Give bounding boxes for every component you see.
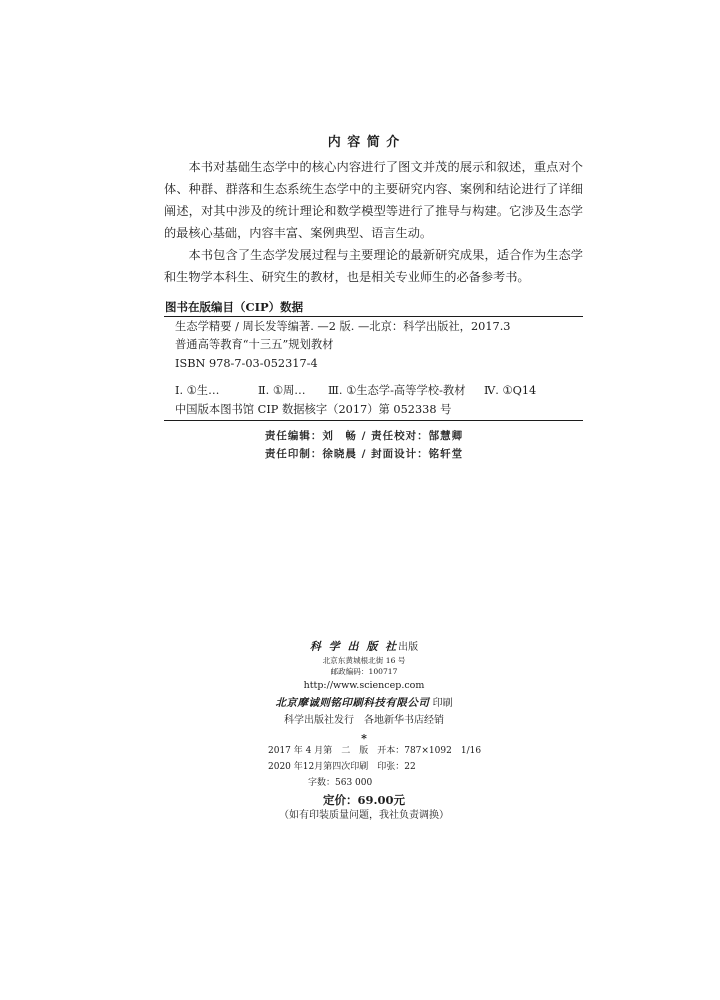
publisher-postcode: 邮政编码：100717: [330, 667, 398, 676]
separator-star: *: [361, 732, 367, 745]
printing-info: 2020 年12月第四次印刷 印张：22: [268, 762, 416, 772]
publisher-suffix: 出版: [398, 642, 419, 653]
quality-notice: （如有印装质量问题，我社负责调换）: [279, 810, 449, 821]
cip-citation: 生态学精要 / 周长发等编著. —2 版. —北京：科学出版社，2017.3: [175, 320, 511, 333]
credits-production: 责任印制：徐晓晨 / 封面设计：铭轩堂: [264, 448, 464, 460]
cip-record: 中国版本图书馆 CIP 数据核字（2017）第 052338 号: [175, 403, 452, 416]
credits-editors: 责任编辑：刘 畅 / 责任校对：郜慧卿: [264, 430, 464, 442]
publisher-address: 北京东黄城根北街 16 号: [322, 656, 406, 665]
cip-classification-3: Ⅲ. ①生态学-高等学校-教材: [328, 384, 466, 397]
summary-title: 内 容 简 介: [327, 135, 401, 150]
word-count: 字数：563 000: [308, 778, 373, 788]
cip-bottom-rule: [164, 420, 583, 421]
cip-series: 普通高等教育“十三五”规划教材: [175, 338, 334, 351]
cip-classification-4: Ⅳ. ①Q14: [484, 384, 537, 397]
cip-classification-1: Ⅰ. ①生…: [175, 384, 220, 397]
publisher-name: 科 学 出 版 社: [309, 640, 399, 653]
printer-suffix: 印刷: [432, 698, 453, 709]
summary-paragraph-2-line-1: 本书包含了生态学发展过程与主要理论的最新研究成果，适合作为生态学: [188, 248, 583, 262]
summary-paragraph-1-line-1: 本书对基础生态学中的核心内容进行了图文并茂的展示和叙述，重点对个: [188, 160, 583, 174]
price: 定价：69.00元: [322, 793, 405, 807]
cip-isbn: ISBN 978-7-03-052317-4: [175, 357, 318, 370]
summary-paragraph-1-line-3: 阐述，对其中涉及的统计理论和数学模型等进行了推导与构建。它涉及生态学: [164, 204, 583, 218]
printer-name: 北京摩诚则铭印刷科技有限公司: [275, 697, 430, 709]
distribution-info: 科学出版社发行 各地新华书店经销: [284, 715, 444, 726]
edition-info: 2017 年 4 月第 二 版 开本：787×1092 1/16: [268, 746, 482, 756]
publisher-line: [164, 641, 564, 653]
cip-classification-2: Ⅱ. ①周…: [258, 384, 306, 397]
summary-paragraph-2-line-2: 和生物学本科生、研究生的教材，也是相关专业师生的必备参考书。: [164, 270, 530, 284]
printer-line: [164, 698, 564, 709]
summary-paragraph-1-line-4: 的最核心基础，内容丰富、案例典型、语言生动。: [164, 226, 433, 240]
cip-top-rule: [164, 316, 583, 317]
cip-heading: 图书在版编目（CIP）数据: [165, 300, 304, 314]
summary-paragraph-1-line-2: 体、种群、群落和生态系统生态学中的主要研究内容、案例和结论进行了详细: [164, 182, 583, 196]
publisher-website: http://www.sciencep.com: [303, 680, 425, 691]
